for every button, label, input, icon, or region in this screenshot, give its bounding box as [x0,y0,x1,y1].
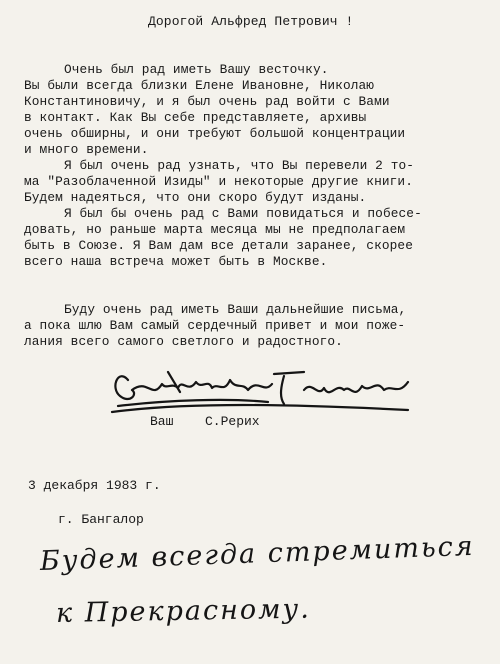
letter-line: Константиновичу, и я был очень рад войти с Вами [24,94,390,109]
letter-line: очень обширны, и они требуют большой концентрации [24,126,406,141]
letter-line: ма "Разоблаченной Изиды" и некоторые другие книги. [24,174,413,189]
letter-line: и много времени. [24,142,149,157]
letter-line: быть в Союзе. Я Вам дам все детали заранее, скорее [24,238,413,253]
letter-line: довать, но раньше марта месяца мы не предполагаем [24,222,406,237]
letter-line: Будем надеяться, что они скоро будут изданы. [24,190,367,205]
letter-line: Я был очень рад узнать, что Вы перевели 2 то- [64,158,415,173]
letter-line: Я был бы очень рад с Вами повидаться и побесе- [64,206,422,221]
letter-line: а пока шлю Вам самый сердечный привет и мои поже- [24,318,406,333]
letter-line: в контакт. Как Вы себе представляете, архивы [24,110,367,125]
letter-line: Вы были всегда близки Елене Ивановне, Николаю [24,78,375,93]
letter-line: Буду очень рад иметь Ваши дальнейшие письма, [64,302,407,317]
letter-line: Очень был рад иметь Вашу весточку. [64,62,329,77]
closing-name: С.Рерих [205,414,260,429]
handwritten-note-line: к Прекрасному. [55,593,312,629]
letter-place: г. Бангалор [58,512,144,527]
closing-prefix: Ваш [150,414,174,429]
letter-greeting: Дорогой Альфред Петрович ! [148,14,354,29]
letter-line: всего наша встреча может быть в Москве. [24,254,328,269]
letter-date: 3 декабря 1983 г. [28,478,161,493]
handwritten-note-line: Будем всегда стремиться [39,530,476,577]
letter-line: лания всего самого светлого и радостного. [24,334,343,349]
